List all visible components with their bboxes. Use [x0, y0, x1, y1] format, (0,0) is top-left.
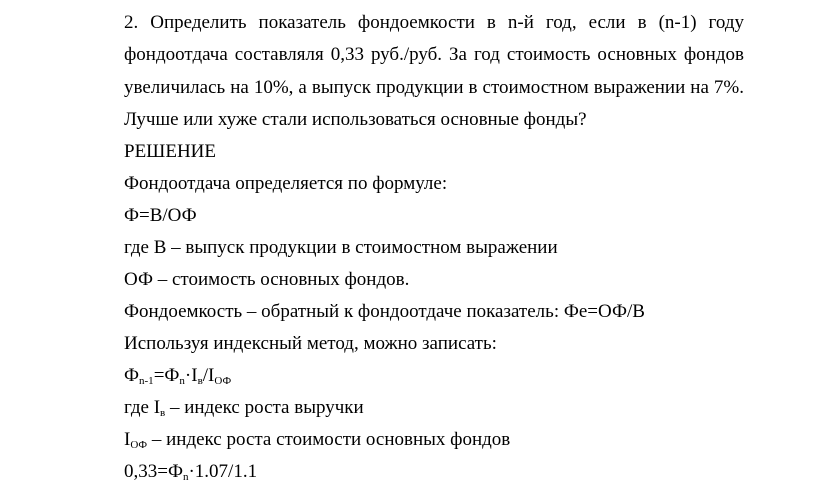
index-formula-part: Ф	[124, 365, 140, 386]
problem-line-4: Лучше или хуже стали использоваться основные фонды?	[124, 109, 587, 130]
index-formula-sub: n	[179, 375, 185, 387]
definition-part: где I	[124, 397, 161, 418]
problem-line-3: увеличилась на 10%, а выпуск продукции в стоимостном выражении на 7%.	[124, 77, 744, 98]
index-formula-part: =Ф	[153, 365, 180, 386]
calculation-part: 0,33=Ф	[124, 461, 183, 482]
definition-part: – индекс роста выручки	[165, 397, 364, 418]
intro-text: Фондоотдача определяется по формуле:	[124, 173, 448, 194]
calculation-sub: n	[182, 471, 189, 483]
definition-revenue-index	[124, 397, 364, 419]
solution-heading: РЕШЕНИЕ	[124, 141, 216, 162]
index-method-text: Используя индексный метод, можно записать:	[124, 333, 497, 354]
index-formula-sub: ОФ	[214, 375, 232, 387]
calculation-formula	[124, 461, 257, 483]
definition-part: – индекс роста стоимости основных фондов	[147, 429, 511, 450]
definition-sub: ОФ	[130, 439, 148, 451]
index-formula-part: ·I	[184, 365, 198, 386]
formula-return-on-assets: Ф=В/ОФ	[124, 205, 197, 226]
definition-output: где В – выпуск продукции в стоимостном выражении	[124, 237, 558, 258]
problem-line-2: фондоотдача составляля 0,33 руб./руб. За год стоимость основных фондов	[124, 44, 744, 65]
calculation-part: ·1.07/1.1	[188, 461, 258, 482]
index-formula-part: /I	[202, 365, 215, 386]
index-formula	[124, 365, 231, 387]
definition-fixed-assets: ОФ – стоимость основных фондов.	[124, 269, 410, 290]
index-formula-sub: в	[197, 375, 203, 387]
definition-sub: в	[160, 407, 166, 419]
definition-assets-index	[124, 429, 510, 451]
index-formula-sub: n-1	[139, 375, 154, 387]
definition-part: I	[124, 429, 131, 450]
problem-line-1: 2. Определить показатель фондоемкости в n-й год, если в (n-1) году	[124, 12, 744, 33]
capital-intensity-formula: Фондоемкость – обратный к фондоотдаче показатель: Фе=ОФ/В	[124, 301, 645, 322]
